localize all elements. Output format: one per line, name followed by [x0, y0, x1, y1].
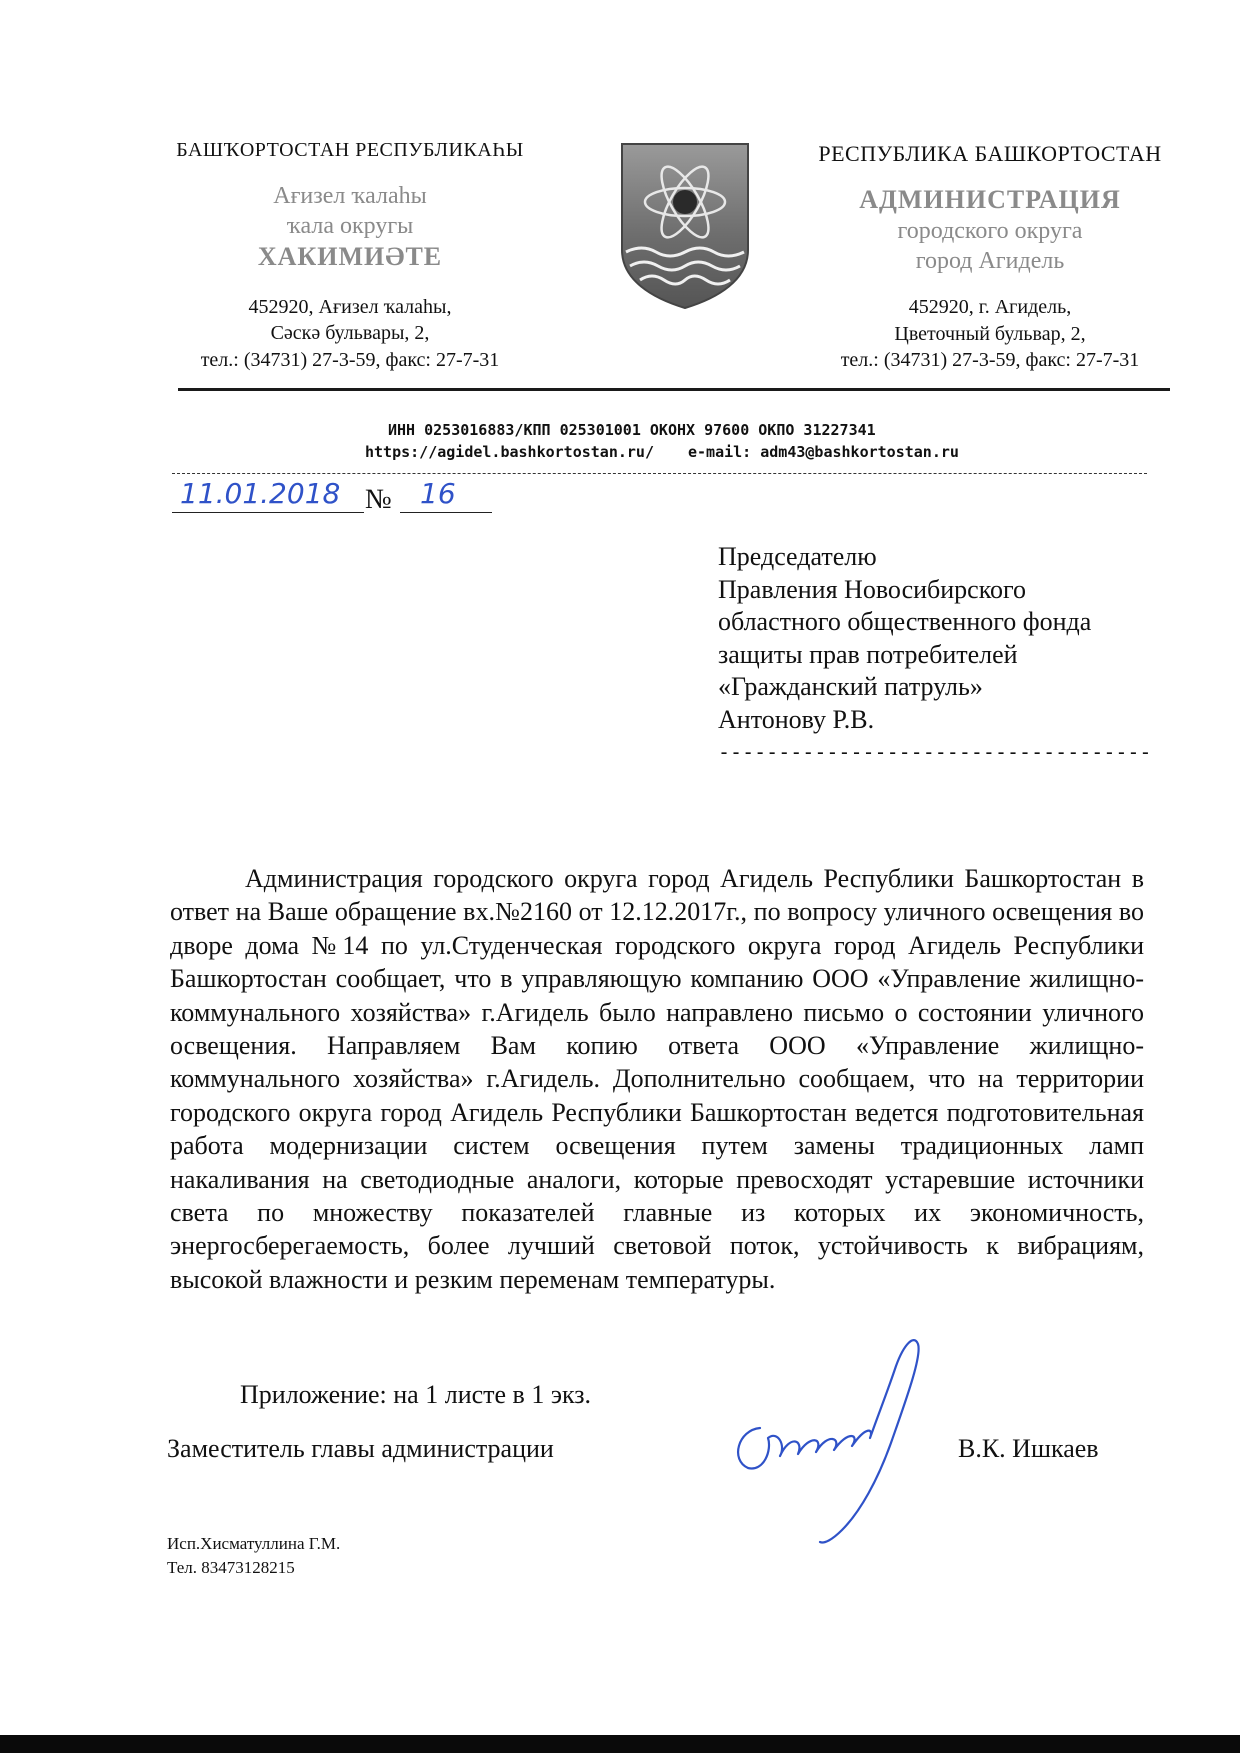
recipient-line: Председателю	[718, 542, 877, 571]
org-line-1-bashkir: Ағизел ҡалаһы	[273, 183, 427, 209]
header-rule	[178, 388, 1170, 391]
email-link[interactable]: e-mail: adm43@bashkortostan.ru	[688, 443, 959, 461]
coat-of-arms-icon	[618, 140, 752, 312]
org-line-2-bashkir: ҡала округы	[286, 213, 414, 239]
executor-name: Исп.Хисматуллина Г.М.	[167, 1534, 341, 1553]
website-link[interactable]: https://agidel.bashkortostan.ru/	[365, 443, 654, 461]
org-line-1-russian: АДМИНИСТРАЦИЯ	[859, 184, 1121, 214]
body-paragraph: Администрация городского округа город Агидель Республики Башкортостан в ответ на Ваше обращение вх.№2160 от 12.12.2017г., по вопросу уличного освещения во дворе дома №14 по ул.Студенческая городского округа город Агидель Республики Башкортостан сообщает, что в управляющую компанию ООО «Управление жилищно-коммунального хозяйства» г.Агидель было направлено письмо о состоянии уличного освещения. Направляем Вам копию ответа ООО «Управление жилищно-коммунального хозяйства» г.Агидель. Дополнительно сообщаем, что на территории городского округа город Агидель Республики Башкортостан ведется подготовительная работа модернизации систем освещения путем замены традиционных ламп накаливания на светодиодные аналоги, которые превосходят устаревшие источники света по множеству показателей главные из которых их экономичность, энергосберегаемость, более лучший световой поток, устойчивость к вибрациям, высокой влажности и резким переменам температуры.	[170, 864, 1144, 1294]
recipient-underline: ------------------------------------	[718, 740, 1152, 764]
address-line-2-bashkir: Сәскә бульвары, 2,	[270, 322, 430, 345]
org-line-3-bashkir: ХАКИМИӘТЕ	[257, 242, 443, 271]
scan-bottom-edge	[0, 1735, 1240, 1753]
recipient-line: «Гражданский патруль»	[718, 672, 983, 701]
org-line-3-russian: город Агидель	[915, 248, 1065, 274]
executor-block	[167, 1532, 340, 1580]
recipient-line: Антонову Р.В.	[718, 704, 875, 734]
number-sign: №	[365, 484, 392, 515]
requisites-divider	[172, 473, 1147, 474]
republic-name-bashkir: БАШҠОРТОСТАН РЕСПУБЛИКАҺЫ	[176, 139, 524, 161]
executor-phone: Тел. 83473128215	[167, 1558, 295, 1577]
registration-date: 11.01.2018	[180, 477, 341, 510]
requisites-line: ИНН 0253016883/КПП 025301001 ОКОНХ 97600 ОКПО 31227341	[388, 421, 876, 439]
address-line-1-bashkir: 452920, Ағизел ҡалаһы,	[248, 295, 452, 318]
registration-number: 16	[420, 477, 456, 510]
org-line-2-russian: городского округа	[897, 218, 1083, 244]
signatory-position: Заместитель главы администрации	[167, 1434, 554, 1463]
recipient-block	[718, 541, 1178, 769]
recipient-line: защиты прав потребителей	[718, 639, 1018, 669]
address-line-2-russian: Цветочный бульвар, 2,	[894, 322, 1086, 345]
republic-name-russian: РЕСПУБЛИКА БАШКОРТОСТАН	[818, 141, 1162, 166]
letterhead-left	[150, 138, 550, 373]
number-underline	[400, 512, 492, 513]
address-line-3-russian: тел.: (34731) 27-3-59, факс: 27-7-31	[840, 349, 1140, 372]
handwritten-signature	[720, 1330, 940, 1550]
recipient-line: областного общественного фонда	[718, 607, 1092, 636]
letter-body	[170, 862, 1144, 1296]
date-underline	[172, 512, 364, 513]
address-line-3-bashkir: тел.: (34731) 27-3-59, факс: 27-7-31	[200, 348, 500, 371]
letterhead-right	[800, 140, 1180, 374]
signatory-name: В.К. Ишкаев	[958, 1434, 1099, 1463]
attachment-note: Приложение: на 1 листе в 1 экз.	[240, 1380, 592, 1409]
recipient-line: Правления Новосибирского	[718, 574, 1027, 604]
address-line-1-russian: 452920, г. Агидель,	[908, 296, 1072, 318]
